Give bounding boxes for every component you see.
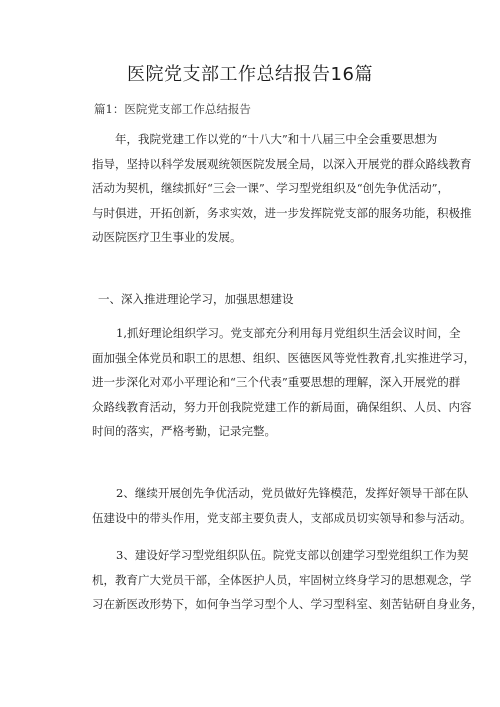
paragraph-line: 习在新医改形势下，如何争当学习型个人、学习型科室、刻苦钻研自身业务， bbox=[92, 597, 483, 611]
document-title: 医院党支部工作总结报告16篇 bbox=[127, 64, 373, 85]
paragraph-item-3 bbox=[92, 543, 483, 617]
paragraph-line: 伍建设中的带头作用，党支部主要负责人，支部成员切实领导和参与活动。 bbox=[92, 510, 472, 525]
paragraph-line: 2、继续开展创先争优活动，党员做好先锋模范，发挥好领导干部在队 bbox=[116, 486, 469, 500]
paragraph-line: 面加强全体党员和职工的思想、组织、医德医风等党性教育,扎实推进学习， bbox=[92, 350, 476, 365]
section-heading bbox=[92, 287, 437, 312]
paragraph-item-1 bbox=[92, 321, 476, 444]
paragraph-line: 与时俱进，开拓创新，务求实效，进一步发挥院党支部的服务功能，积极推 bbox=[92, 205, 472, 220]
paragraph-line: 机，教育广大党员干部，全体医护人员，牢固树立终身学习的思想观念，学 bbox=[92, 572, 472, 587]
paragraph-intro bbox=[92, 127, 472, 250]
paragraph-line: 1,抓好理论组织学习。党支部充分利用每月党组织生活会议时间，全 bbox=[116, 326, 461, 340]
paragraph-line: 动医院医疗卫生事业的发展。 bbox=[92, 230, 242, 244]
paragraph-line: 进一步深化对邓小平理论和“三个代表”重要思想的理解，深入开展党的群 bbox=[92, 375, 461, 389]
paragraph-line: 时间的落实，严格考勤，记录完整。 bbox=[92, 424, 276, 438]
paragraph-item-2 bbox=[92, 481, 472, 530]
paragraph-line: 3、建设好学习型党组织队伍。院党支部以创建学习型党组织工作为契 bbox=[116, 548, 469, 562]
paragraph-line: 活动为契机，继续抓好“三会一课”、学习型党组织及“创先争优活动”， bbox=[92, 181, 450, 195]
paragraph-line: 指导，坚持以科学发展观统领医院发展全局，以深入开展党的群众路线教育 bbox=[92, 156, 472, 171]
paragraph-line: 众路线教育活动，努力开创我院党建工作的新局面，确保组织、人员、内容 bbox=[92, 399, 472, 414]
paragraph-line: 年，我院党建工作以党的“十八大”和十八届三中全会重要思想为 bbox=[92, 132, 438, 146]
heading-line: 一、深入推进理论学习，加强思想建设 bbox=[98, 292, 294, 306]
document-subtitle: 篇1：医院党支部工作总结报告 bbox=[94, 102, 251, 116]
